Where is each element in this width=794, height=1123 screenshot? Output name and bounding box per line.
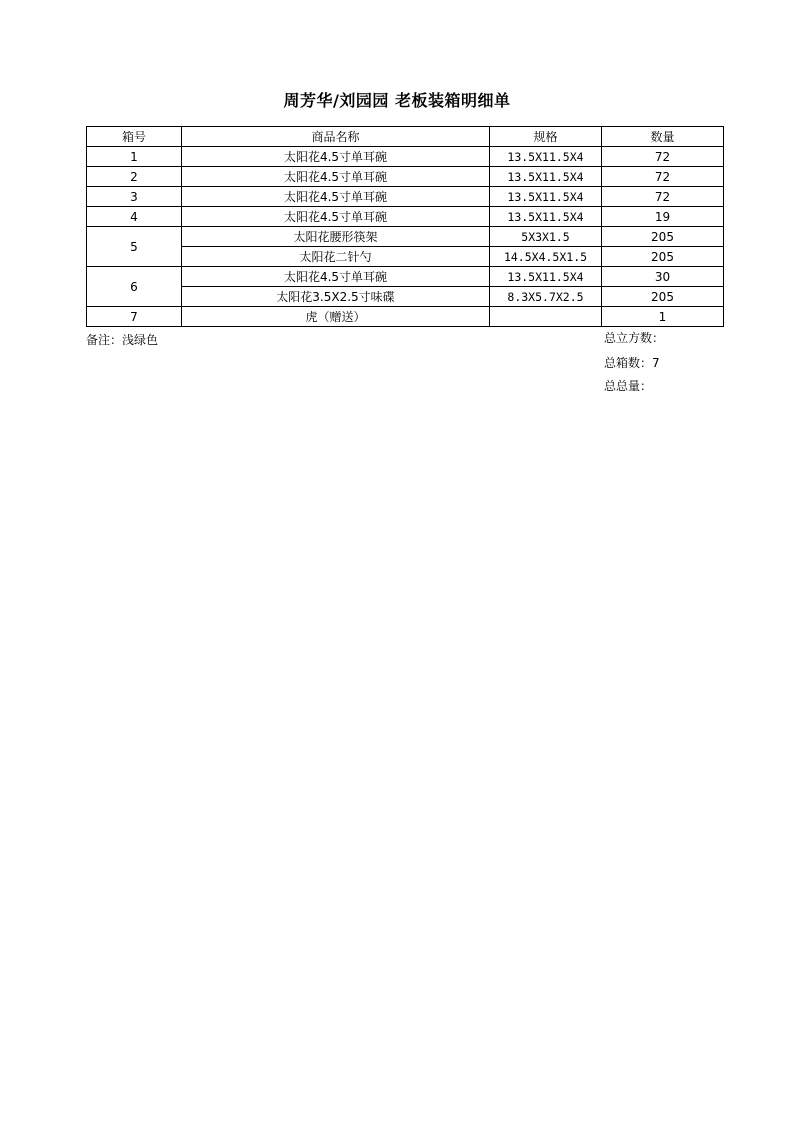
spec-cell [490, 307, 602, 327]
quantity-cell: 19 [602, 207, 724, 227]
product-name-cell: 太阳花3.5X2.5寸味碟 [182, 287, 490, 307]
header-product-name: 商品名称 [182, 127, 490, 147]
table-row [87, 187, 724, 207]
remark-note: 备注：浅绿色 [86, 333, 159, 347]
spec-cell: 8.3X5.7X2.5 [490, 287, 602, 307]
table-header-row [87, 127, 724, 147]
table-row [87, 247, 724, 267]
quantity-cell: 72 [602, 167, 724, 187]
product-name-cell: 太阳花4.5寸单耳碗 [182, 187, 490, 207]
box-no-cell: 2 [87, 167, 182, 187]
quantity-cell: 1 [602, 307, 724, 327]
page-title: 周芳华/刘园园 老板装箱明细单 [283, 91, 511, 110]
box-no-cell: 1 [87, 147, 182, 167]
table-row [87, 147, 724, 167]
quantity-cell: 205 [602, 227, 724, 247]
spec-cell: 13.5X11.5X4 [490, 207, 602, 227]
spec-cell: 14.5X4.5X1.5 [490, 247, 602, 267]
table-row [87, 267, 724, 287]
table-row [87, 287, 724, 307]
quantity-cell: 72 [602, 187, 724, 207]
product-name-cell: 太阳花4.5寸单耳碗 [182, 207, 490, 227]
table-row [87, 167, 724, 187]
product-name-cell: 太阳花腰形筷架 [182, 227, 490, 247]
spec-cell: 13.5X11.5X4 [490, 167, 602, 187]
spec-cell: 5X3X1.5 [490, 227, 602, 247]
quantity-cell: 205 [602, 247, 724, 267]
quantity-cell: 30 [602, 267, 724, 287]
spec-cell: 13.5X11.5X4 [490, 267, 602, 287]
product-name-cell: 太阳花4.5寸单耳碗 [182, 267, 490, 287]
spec-cell: 13.5X11.5X4 [490, 187, 602, 207]
spec-cell: 13.5X11.5X4 [490, 147, 602, 167]
product-name-cell: 太阳花二针勺 [182, 247, 490, 267]
box-no-cell: 4 [87, 207, 182, 227]
box-no-cell: 3 [87, 187, 182, 207]
table-row [87, 207, 724, 227]
box-no-cell: 6 [87, 267, 182, 307]
packing-list-table [86, 126, 724, 327]
table-row [87, 227, 724, 247]
header-spec: 规格 [490, 127, 602, 147]
table-row [87, 307, 724, 327]
quantity-cell: 205 [602, 287, 724, 307]
box-no-cell: 5 [87, 227, 182, 267]
quantity-cell: 72 [602, 147, 724, 167]
product-name-cell: 虎（赠送） [182, 307, 490, 327]
box-no-cell: 7 [87, 307, 182, 327]
total-weight-label: 总总量： [604, 379, 653, 393]
total-volume-label: 总立方数： [604, 331, 665, 345]
product-name-cell: 太阳花4.5寸单耳碗 [182, 167, 490, 187]
header-quantity: 数量 [602, 127, 724, 147]
header-box-no: 箱号 [87, 127, 182, 147]
total-boxes-label: 总箱数：7 [604, 356, 660, 370]
product-name-cell: 太阳花4.5寸单耳碗 [182, 147, 490, 167]
